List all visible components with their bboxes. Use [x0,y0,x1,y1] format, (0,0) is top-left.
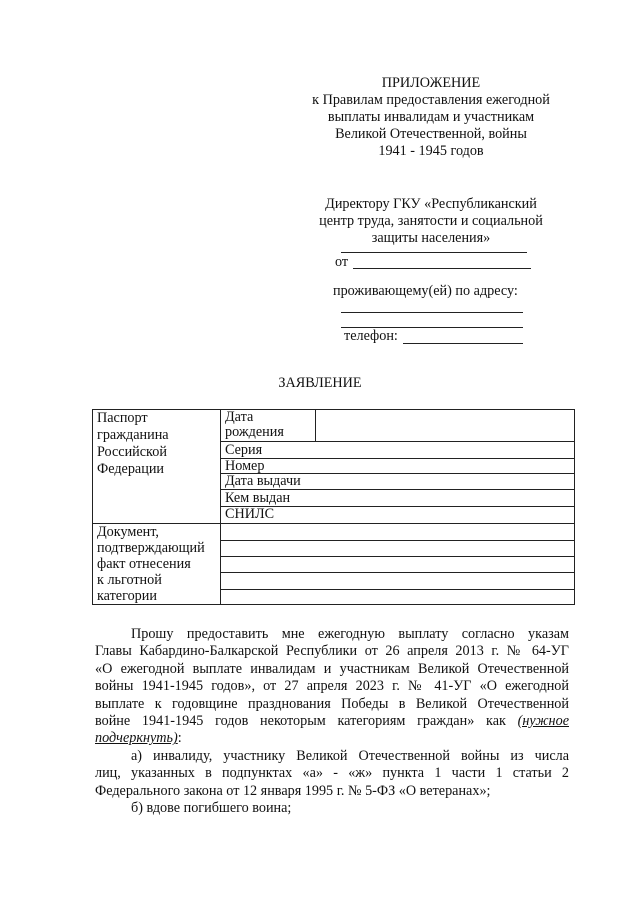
field-number-label: Номер [225,458,265,474]
phone-label: телефон: [344,328,398,344]
residing-label: проживающему(ей) по адресу: [333,283,518,299]
addressee-line: защиты населения» [371,230,491,246]
field-birth-date-label: Дата рождения [225,409,284,440]
appendix-line: Великой Отечественной, войны [335,126,527,142]
from-blank-line[interactable] [353,268,531,269]
request-paragraph: Прошу предоставить мне ежегодную выплату согласно указам Главы Кабардино-Балкарской Республики от 26 апреля 2013 г. № 64-УГ «О ежегодной выплате инвалидам и участникам Великой Отечественной войны 1941-1945 годов», от 27 апреля 2023 г. № 41-УГ «О ежегодной выплате к годовщине празднования Победы в Великой Отечественной войне 1941-1945 годов некоторым категориям граждан» как (нужное подчеркнуть): а) инвалиду, участнику Великой Отечественной войны из числа лиц, указанных в подпунктах «а» - «ж» пункта 1 части 1 статьи 2 Федерального закона от 12 января 1995 г. № 5-ФЗ «О ветеранах»; б) вдове погибшего воина; [95,626,569,817]
appendix-line: 1941 - 1945 годов [378,143,484,159]
underline-note-cont: подчеркнуть) [95,730,178,747]
field-series-label: Серия [225,442,263,458]
appendix-line: выплаты инвалидам и участникам [327,109,535,125]
addressee-line: центр труда, занятости и социальной [319,213,543,229]
underline-note: (нужное [517,713,569,730]
appendix-title: ПРИЛОЖЕНИЕ [381,75,481,91]
from-label: от [335,254,349,270]
name-blank-line[interactable] [341,252,527,253]
appendix-line: к Правилам предоставления ежегодной [312,92,550,108]
field-issue-date-label: Дата выдачи [225,473,301,489]
field-snils-label: СНИЛС [225,506,275,522]
appendix-block [296,75,566,160]
addressee-block [300,196,562,247]
field-issued-by-label: Кем выдан [225,490,291,506]
addressee-line: Директору ГКУ «Республиканский [325,196,537,212]
applicant-data-table [92,409,575,605]
address-blank-line-1[interactable] [341,312,523,313]
document-category-label: Документ, подтверждающий факт отнесения к льготной категории [97,524,205,604]
passport-label: Паспорт гражданина Российской Федерации [97,410,169,477]
document-heading: ЗАЯВЛЕНИЕ [278,375,362,391]
phone-blank-line[interactable] [403,343,523,344]
